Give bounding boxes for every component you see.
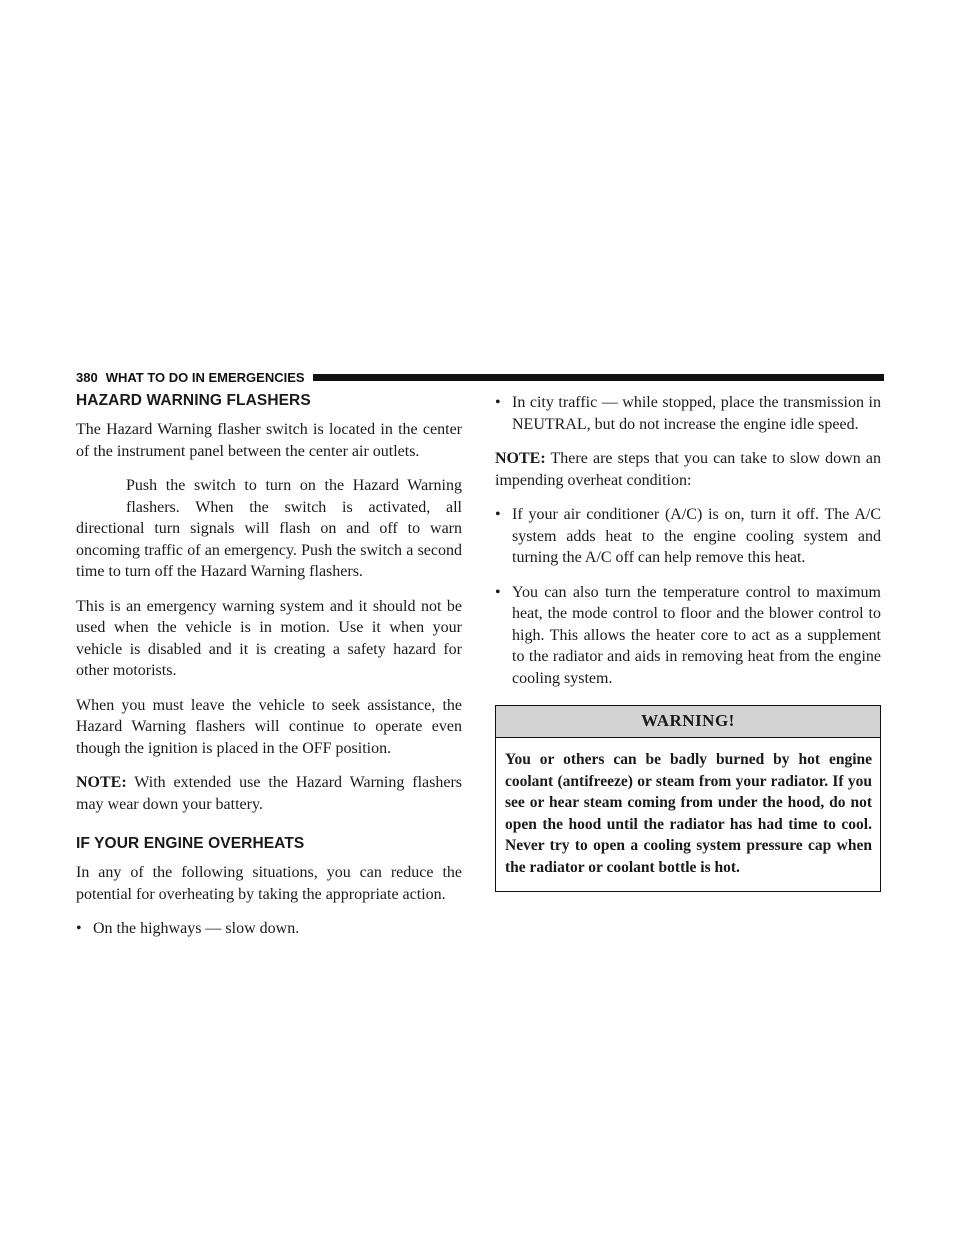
hazard-switch-icon-space bbox=[76, 475, 126, 517]
warning-title: WARNING! bbox=[496, 706, 880, 738]
paragraph-hazard-switch-text: Push the switch to turn on the Hazard Warning flashers. When the switch is activated, all directional turn signals will flash on and off to warn oncoming traffic of an emergency. Push the switch a second time to turn off the Hazard Warning flashers. bbox=[76, 477, 462, 580]
list-item bbox=[495, 392, 881, 435]
list-item bbox=[495, 582, 881, 690]
note-text: With extended use the Hazard Warning flashers may wear down your battery. bbox=[76, 774, 462, 813]
list-item bbox=[76, 918, 462, 940]
bullet-list-right bbox=[495, 504, 881, 689]
note-overheat-steps bbox=[495, 448, 881, 491]
paragraph-leave-vehicle: When you must leave the vehicle to seek assistance, the Hazard Warning flashers will continue to operate even though the ignition is placed in the OFF position. bbox=[76, 696, 462, 757]
bullet-icon: • bbox=[495, 506, 501, 523]
list-item-text: If your air conditioner (A/C) is on, turn it off. The A/C system adds heat to the engine cooling system and turning the A/C off can help remove this heat. bbox=[512, 506, 881, 566]
note-text: There are steps that you can take to slow down an impending overheat condition: bbox=[495, 450, 881, 489]
note-label: NOTE: bbox=[76, 774, 127, 791]
heading-hazard-warning-flashers: HAZARD WARNING FLASHERS bbox=[76, 392, 311, 409]
right-column bbox=[495, 392, 881, 892]
paragraph-switch-location: The Hazard Warning flasher switch is located in the center of the instrument panel between the center air outlets. bbox=[76, 421, 462, 460]
heading-engine-overheats: IF YOUR ENGINE OVERHEATS bbox=[76, 835, 305, 852]
left-column bbox=[76, 392, 462, 953]
paragraph-reduce-overheating: In any of the following situations, you can reduce the potential for overheating by taking the appropriate action. bbox=[76, 864, 462, 903]
bullet-icon: • bbox=[495, 583, 501, 601]
list-item-text: You can also turn the temperature control to maximum heat, the mode control to floor and the blower control to high. This allows the heater core to act as a supplement to the radiator and aids in removing heat from the engine cooling system. bbox=[512, 583, 881, 687]
bullet-icon: • bbox=[76, 920, 82, 937]
section-title: WHAT TO DO IN EMERGENCIES bbox=[105, 369, 305, 385]
warning-text: You or others can be badly burned by hot engine coolant (antifreeze) or steam from your radiator. If you see or hear steam coming from under the hood, do not open the hood until the radiator has had time to cool. Never try to open a cooling system pressure cap when the radiator or coolant bottle is hot. bbox=[505, 751, 872, 876]
page-header bbox=[76, 368, 884, 386]
note-battery bbox=[76, 772, 462, 815]
list-item-text: In city traffic — while stopped, place the transmission in NEUTRAL, but do not increase the engine idle speed. bbox=[512, 394, 881, 433]
list-item bbox=[495, 504, 881, 569]
list-item-text: On the highways — slow down. bbox=[93, 920, 300, 937]
bullet-icon: • bbox=[495, 394, 501, 411]
page-number: 380 bbox=[76, 369, 98, 385]
paragraph-emergency-system: This is an emergency warning system and it should not be used when the vehicle is in motion. Use it when your vehicle is disabled and it is creating a safety hazard for other motorists. bbox=[76, 597, 462, 679]
header-rule bbox=[313, 374, 884, 381]
bullet-list-left bbox=[76, 918, 462, 940]
paragraph-hazard-switch bbox=[76, 475, 462, 583]
note-label: NOTE: bbox=[495, 450, 546, 467]
bullet-list-right-top bbox=[495, 392, 881, 435]
warning-box bbox=[495, 705, 881, 892]
